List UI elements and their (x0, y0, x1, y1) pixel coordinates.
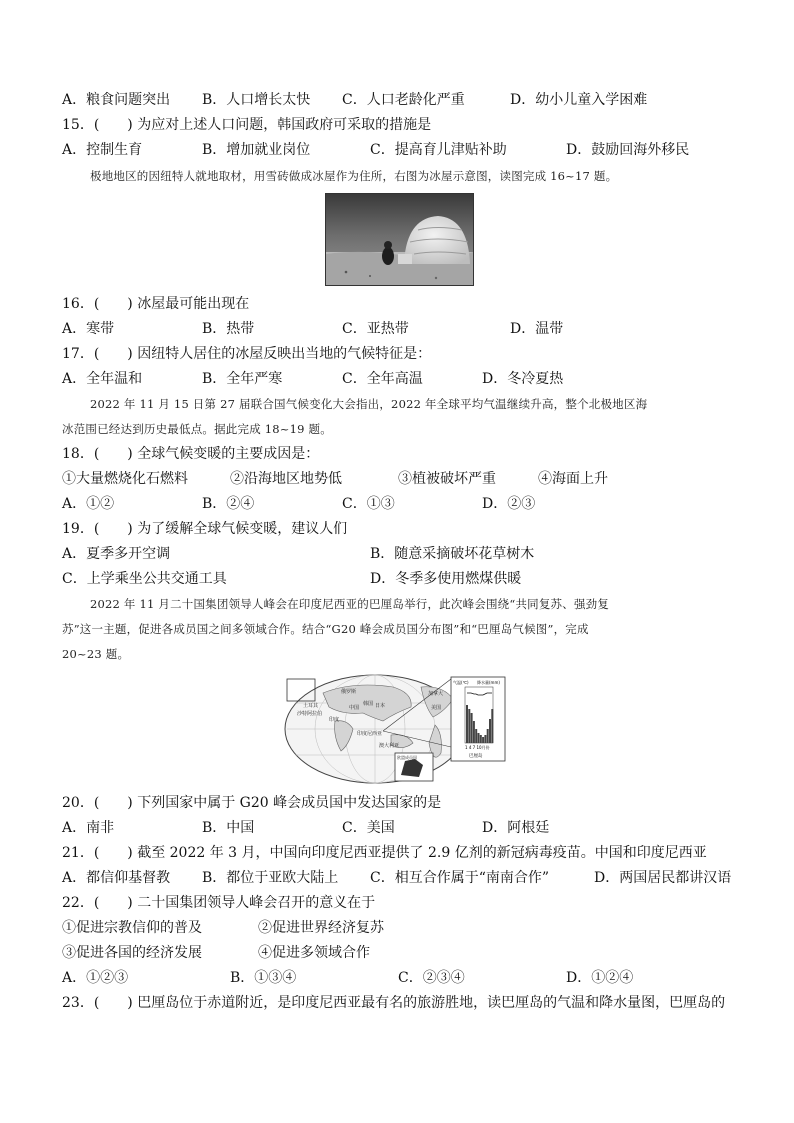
q20-option-a: A．南非 (62, 820, 115, 836)
q18-option-b: B．②④ (202, 496, 255, 512)
map-label-india: 印度 (329, 717, 340, 723)
q22-stem: 22．( ) 二十国集团领导人峰会召开的意义在于 (62, 895, 376, 911)
q21-option-a: A．都信仰基督教 (62, 870, 171, 886)
q22-option-d: D．①②④ (566, 970, 634, 986)
climate-temp-label: 气温(℃) (453, 680, 469, 685)
q14-option-a: A．粮食问题突出 (62, 92, 171, 108)
bali-climate-chart (451, 677, 505, 761)
q18-option-a: A．①② (62, 496, 115, 512)
map-label-korea: 韩国 (363, 701, 374, 707)
map-label-usa: 美国 (431, 705, 442, 711)
q22-items-row2 (62, 943, 736, 963)
q22-options (62, 968, 736, 988)
q22-item-3: ③促进各国的经济发展 (62, 945, 202, 961)
q18-stem: 18．( ) 全球气候变暖的主要成因是： (62, 446, 320, 462)
map-label-china: 中国 (349, 705, 360, 711)
climate-rain-label: 降水量(mm) (477, 680, 500, 685)
q22-option-a: A．①②③ (62, 970, 129, 986)
map-label-saudi: 沙特阿拉伯 (297, 711, 323, 717)
climate-caption: 巴厘岛 (469, 754, 483, 759)
q18-options (62, 494, 736, 514)
q17-options (62, 369, 736, 389)
map-label-turkey: 土耳其 (303, 703, 319, 709)
q15-option-a: A．控制生育 (62, 142, 143, 158)
intro-20-23-line3: 20~23 题。 (62, 647, 130, 661)
q21-option-d: D．两国居民都讲汉语 (594, 870, 732, 886)
q19-option-b: B．随意采摘破坏花草树木 (370, 546, 535, 562)
q18-item-3: ③植被破坏严重 (398, 471, 496, 487)
q15-options (62, 140, 736, 160)
q16-option-b: B．热带 (202, 321, 255, 337)
q22-option-b: B．①③④ (230, 970, 297, 986)
q20-option-d: D．阿根廷 (482, 820, 550, 836)
q18-items (62, 469, 736, 489)
q19-options-row2 (62, 569, 736, 589)
q22-items-row1 (62, 918, 736, 938)
map-label-japan: 日本 (375, 703, 386, 709)
q20-stem: 20．( ) 下列国家中属于 G20 峰会成员国中发达国家的是 (62, 795, 442, 811)
q21-options (62, 868, 736, 888)
q15-option-c: C．提高育儿津贴补助 (370, 142, 507, 158)
q23-stem: 23．( ) 巴厘岛位于赤道附近，是印度尼西亚最有名的旅游胜地，读巴厘岛的气温和降水量图，巴厘岛的 (62, 995, 726, 1011)
intro-20-23-line1: 2022 年 11 月二十国集团领导人峰会在印度尼西亚的巴厘岛举行，此次峰会围绕“共同复苏、强劲复 (90, 597, 610, 611)
igloo-photo (325, 193, 474, 286)
q15-stem: 15．( ) 为应对上述人口问题，韩国政府可采取的措施是 (62, 117, 432, 133)
q16-option-a: A．寒带 (62, 321, 115, 337)
q22-item-2: ②促进世界经济复苏 (258, 920, 384, 936)
climate-months: 1 4 7 10月份 (465, 745, 490, 750)
map-label-canada: 加拿大 (428, 691, 444, 697)
q20-options (62, 818, 736, 838)
intro-20-23-line2: 苏”这一主题，促进各成员国之间多领域合作。结合“G20 峰会成员国分布图”和“巴厘岛气候图”，完成 (62, 622, 589, 636)
intro-16-17: 极地地区的因纽特人就地取材，用雪砖做成冰屋作为住所，右图为冰屋示意图，读图完成 16~17 题。 (90, 169, 618, 183)
map-label-russia: 俄罗斯 (341, 689, 357, 695)
q17-option-a: A．全年温和 (62, 371, 143, 387)
q16-option-c: C．亚热带 (342, 321, 409, 337)
q18-item-4: ④海面上升 (538, 471, 608, 487)
q22-item-1: ①促进宗教信仰的普及 (62, 920, 202, 936)
q17-option-d: D．冬冷夏热 (482, 371, 564, 387)
q16-stem: 16．( ) 冰屋最可能出现在 (62, 296, 250, 312)
q14-option-b: B．人口增长太快 (202, 92, 311, 108)
q20-option-c: C．美国 (342, 820, 395, 836)
intro-18-19-line1: 2022 年 11 月 15 日第 27 届联合国气候变化大会指出，2022 年全球平均气温继续升高，整个北极地区海 (90, 397, 648, 411)
q18-item-1: ①大量燃烧化石燃料 (62, 471, 188, 487)
q21-stem: 21．( ) 截至 2022 年 3 月，中国向印度尼西亚提供了 2.9 亿剂的新冠病毒疫苗。中国和印度尼西亚 (62, 845, 707, 861)
q18-option-c: C．①③ (342, 496, 395, 512)
q19-stem: 19．( ) 为了缓解全球气候变暖，建议人们 (62, 521, 348, 537)
q16-options (62, 319, 736, 339)
q22-item-4: ④促进多领域合作 (258, 945, 370, 961)
map-label-indonesia: 印度尼西亚 (357, 731, 383, 737)
intro-18-19-line2: 冰范围已经达到历史最低点。据此完成 18~19 题。 (62, 422, 332, 436)
q15-option-d: D．鼓励回海外移民 (566, 142, 690, 158)
q19-option-a: A．夏季多开空调 (62, 546, 171, 562)
q22-option-c: C．②③④ (398, 970, 465, 986)
q15-option-b: B．增加就业岗位 (202, 142, 311, 158)
q18-item-2: ②沿海地区地势低 (230, 471, 342, 487)
q19-options-row1 (62, 544, 736, 564)
q20-option-b: B．中国 (202, 820, 255, 836)
q17-option-c: C．全年高温 (342, 371, 423, 387)
g20-map-figure (283, 673, 506, 786)
q14-option-d: D．幼小儿童入学困难 (510, 92, 648, 108)
q21-option-b: B．都位于亚欧大陆上 (202, 870, 339, 886)
q14-options (62, 90, 736, 110)
map-label-australia: 澳大利亚 (379, 743, 400, 749)
q17-option-b: B．全年严寒 (202, 371, 283, 387)
q19-option-c: C．上学乘坐公共交通工具 (62, 571, 227, 587)
q18-option-d: D．②③ (482, 496, 536, 512)
q14-option-c: C．人口老龄化严重 (342, 92, 465, 108)
q21-option-c: C．相互合作属于“南南合作” (370, 870, 550, 886)
q16-option-d: D．温带 (510, 321, 564, 337)
q17-stem: 17．( ) 因纽特人居住的冰屋反映出当地的气候特征是： (62, 346, 432, 362)
q19-option-d: D．冬季多使用燃煤供暖 (370, 571, 522, 587)
map-label-eu: 欧盟成员国 (397, 755, 417, 760)
